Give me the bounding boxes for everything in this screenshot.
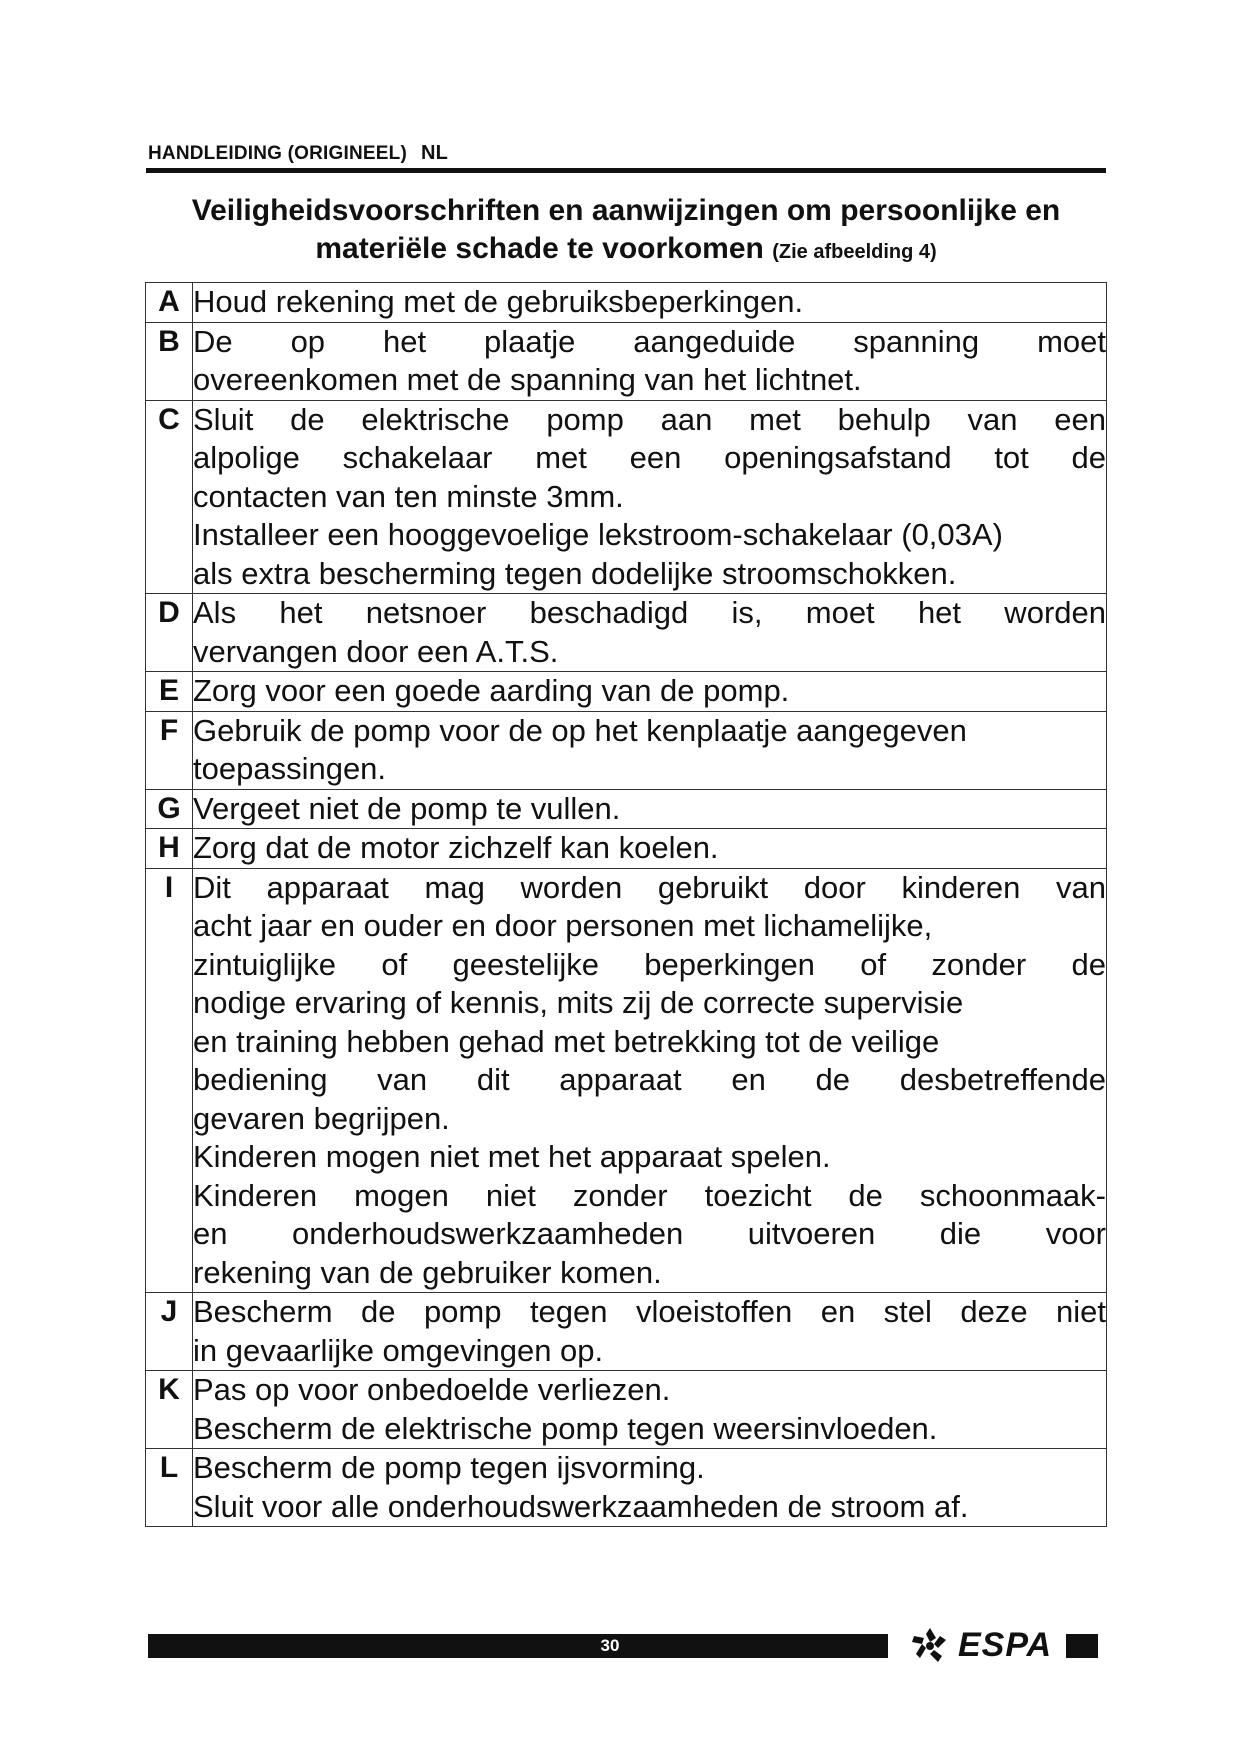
rule-text-line: als extra bescherming tegen dodelijke stroomschokken.	[193, 555, 957, 591]
rule-text-line: Kinderen mogen niet zonder toezicht de schoonmaak-	[193, 1177, 1106, 1213]
rule-text-line: Installeer een hooggevoelige lekstroom-schakelaar (0,03A)	[193, 517, 1003, 552]
rule-row	[146, 789, 1107, 829]
rule-text-line: acht jaar en ouder en door personen met lichamelijke,	[193, 908, 933, 943]
rule-letter: G	[146, 789, 193, 829]
rule-letter: J	[146, 1293, 193, 1371]
language-code: NL	[421, 142, 449, 164]
rule-text-line: in gevaarlijke omgevingen op.	[193, 1332, 604, 1368]
rule-text	[193, 829, 1107, 869]
rule-text	[193, 594, 1107, 672]
rule-text-line: en onderhoudswerkzaamheden uitvoeren die voor	[193, 1216, 1106, 1251]
rule-text	[193, 1371, 1107, 1449]
rule-text	[193, 672, 1107, 712]
rule-text-line: Als het netsnoer beschadigd is, moet het worden	[193, 595, 1106, 630]
rule-letter: A	[146, 283, 193, 323]
rule-text-line: Sluit voor alle onderhoudswerkzaamheden de stroom af.	[193, 1488, 969, 1524]
rule-text-line: nodige ervaring of kennis, mits zij de correcte supervisie	[193, 985, 964, 1020]
rule-text-line: bediening van dit apparaat en de desbetreffende	[193, 1062, 1106, 1097]
rule-row	[146, 711, 1107, 789]
rule-text-line: zintuiglijke of geestelijke beperkingen of zonder de	[193, 946, 1106, 982]
rule-text-line: Pas op voor onbedoelde verliezen.	[193, 1372, 671, 1407]
rule-text-line: overeenkomen met de spanning van het lichtnet.	[193, 362, 862, 397]
rule-row	[146, 829, 1107, 869]
brand-name: ESPA	[958, 1625, 1053, 1664]
section-title	[146, 192, 1106, 271]
rule-text-line: gevaren begrijpen.	[193, 1100, 450, 1136]
header-divider	[146, 168, 1106, 173]
safety-rules-table	[145, 282, 1107, 1527]
rule-row	[146, 322, 1107, 400]
section-title-main: materiële schade te voorkomen	[315, 232, 764, 265]
rule-text	[193, 283, 1107, 323]
rule-text-line: Sluit de elektrische pomp aan met behulp van een	[193, 401, 1106, 437]
rule-letter: E	[146, 672, 193, 712]
rule-letter: C	[146, 400, 193, 594]
rule-text-line: alpolige schakelaar met een openingsafstand tot de	[193, 440, 1106, 475]
rule-text-line: toepassingen.	[193, 751, 387, 786]
rule-text-line: Houd rekening met de gebruiksbeperkingen.	[193, 284, 804, 319]
rule-letter: D	[146, 594, 193, 672]
safety-rules-body	[146, 283, 1107, 1527]
espa-logo	[908, 1624, 1052, 1666]
rule-text-line: Bescherm de pomp tegen ijsvorming.	[193, 1450, 705, 1485]
rule-row	[146, 1293, 1107, 1371]
rule-text-line: rekening van de gebruiker komen.	[193, 1254, 662, 1290]
rule-letter: H	[146, 829, 193, 869]
rule-letter: B	[146, 322, 193, 400]
footer-bar-end	[1066, 1634, 1098, 1658]
rule-row	[146, 868, 1107, 1293]
rule-text-line: vervangen door een A.T.S.	[193, 633, 559, 669]
rule-text	[193, 789, 1107, 829]
header-title: HANDLEIDING (ORIGINEEL)	[148, 143, 407, 164]
section-title-line-2	[146, 230, 1106, 271]
rule-letter: I	[146, 868, 193, 1293]
rule-text-line: Zorg dat de motor zichzelf kan koelen.	[193, 830, 719, 865]
rule-text-line: en training hebben gehad met betrekking tot de veilige	[193, 1023, 940, 1059]
rule-row	[146, 672, 1107, 712]
figure-reference: (Zie afbeelding 4)	[772, 241, 937, 263]
rule-letter: F	[146, 711, 193, 789]
rule-text-line: Vergeet niet de pomp te vullen.	[193, 790, 621, 826]
rule-text-line: contacten van ten minste 3mm.	[193, 478, 624, 514]
rule-letter: K	[146, 1371, 193, 1449]
rule-text	[193, 1449, 1107, 1527]
rule-text	[193, 322, 1107, 400]
rule-text	[193, 868, 1107, 1293]
page-number: 30	[600, 1636, 620, 1655]
rule-text-line: Dit apparaat mag worden gebruikt door kinderen van	[193, 869, 1106, 905]
rule-text-line: Gebruik de pomp voor de op het kenplaatje aangegeven	[193, 712, 967, 748]
document-header	[148, 142, 448, 165]
rule-text	[193, 1293, 1107, 1371]
rule-text-line: Bescherm de pomp tegen vloeistoffen en stel deze niet	[193, 1294, 1106, 1329]
section-title-line-1: Veiligheidsvoorschriften en aanwijzingen om persoonlijke en	[191, 194, 1061, 227]
rule-text	[193, 711, 1107, 789]
footer-bar	[148, 1634, 888, 1658]
espa-logo-icon	[908, 1624, 952, 1666]
rule-text-line: Zorg voor een goede aarding van de pomp.	[193, 673, 790, 708]
rule-letter: L	[146, 1449, 193, 1527]
rule-row	[146, 1449, 1107, 1527]
rule-row	[146, 283, 1107, 323]
rule-text	[193, 400, 1107, 594]
rule-row	[146, 594, 1107, 672]
rule-text-line: Kinderen mogen niet met het apparaat spelen.	[193, 1139, 831, 1174]
rule-row	[146, 400, 1107, 594]
rule-row	[146, 1371, 1107, 1449]
rule-text-line: De op het plaatje aangeduide spanning moet	[193, 323, 1106, 359]
rule-text-line: Bescherm de elektrische pomp tegen weersinvloeden.	[193, 1410, 938, 1446]
